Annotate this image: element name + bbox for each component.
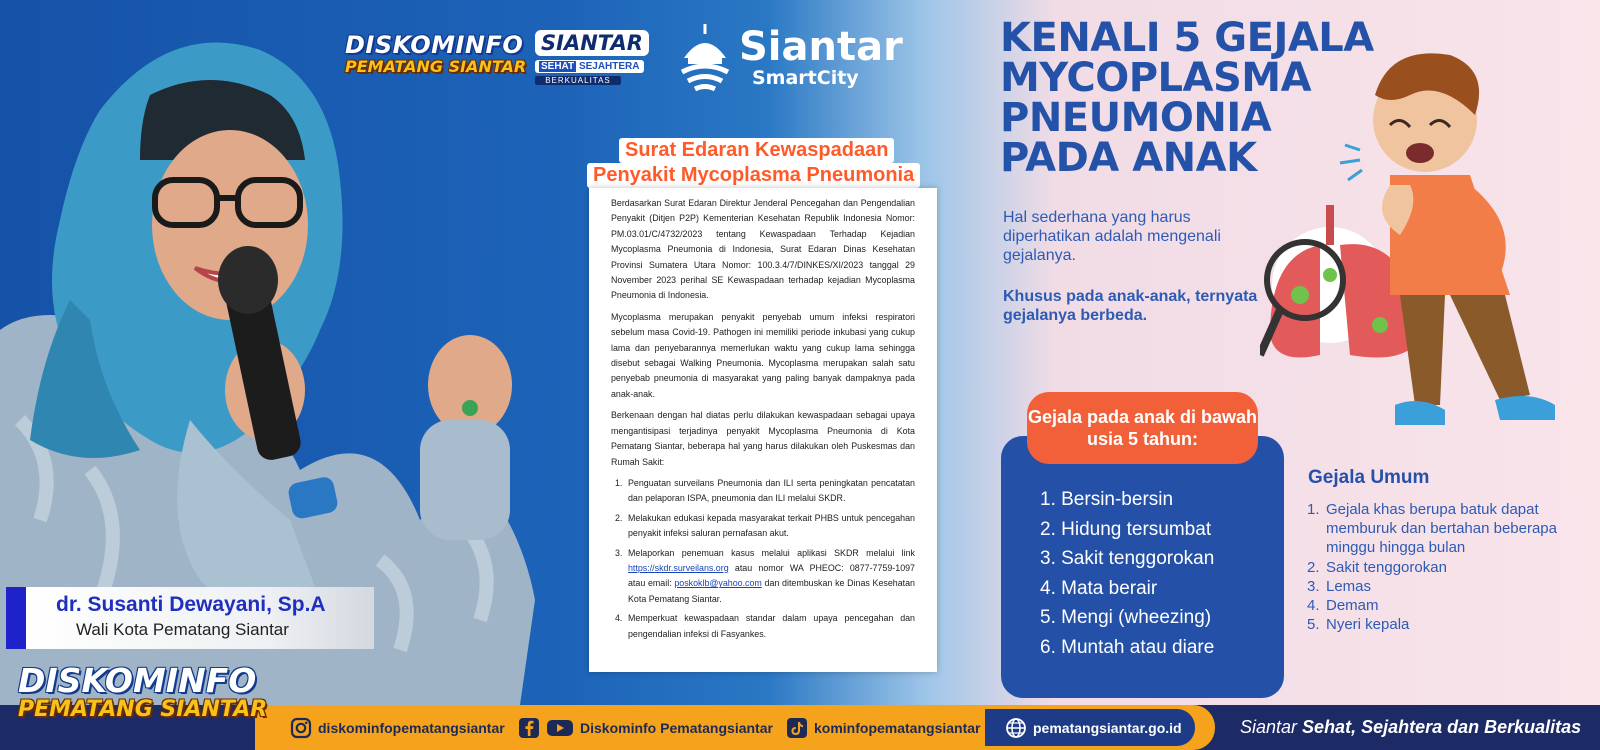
- symptom-item: [1307, 596, 1575, 615]
- coughing-child-illustration: [1260, 35, 1590, 455]
- headline-line: MYCOPLASMA: [1000, 55, 1312, 101]
- document-action-list: [615, 476, 915, 642]
- symptom-item: [1307, 577, 1575, 596]
- under5-symptoms-list: [1040, 489, 1214, 666]
- item-number: 1.: [615, 477, 623, 488]
- diskominfo-logo-subtitle: PEMATANG SIANTAR: [18, 697, 268, 722]
- document-paragraph-3: Berkenaan dengan hal diatas perlu dilakukan kewaspadaan sebagai upaya mengantisipasi terjadinya penyakit Mycoplasma Pneumonia di Kota Pematang Siantar, beberapa hal yang harus dilakukan oleh Puskesmas dan Rumah Sakit:: [611, 410, 915, 467]
- siantar-smartcity-logo: [672, 20, 902, 95]
- diskominfo-logo-subtitle: PEMATANG SIANTAR: [345, 57, 527, 76]
- headline-line: KENALI 5 GEJALA: [1000, 15, 1374, 61]
- instagram-label: diskominfopematangsiantar: [318, 720, 505, 736]
- symptom-item: [1307, 615, 1575, 634]
- email-link[interactable]: poskoklb@yahoo.com: [674, 578, 762, 589]
- intro-text-bold: Khusus pada anak-anak, ternyata gejalanya berbeda.: [1003, 288, 1258, 324]
- slogan-lead: Siantar: [1240, 717, 1298, 737]
- city-slogan: [1240, 717, 1581, 738]
- diskominfo-logo-title: DISKOMINFO: [345, 31, 524, 59]
- symptom-item: 1. Bersin-bersin: [1040, 489, 1174, 510]
- symptom-item: 2. Hidung tersumbat: [1040, 518, 1212, 540]
- website-label: pematangsiantar.go.id: [1033, 719, 1182, 736]
- diskominfo-logo-top: [345, 33, 526, 75]
- website-link[interactable]: [985, 709, 1195, 746]
- document-action-item: [615, 611, 915, 642]
- circular-letter-document: [589, 188, 937, 672]
- symptom-item: 6. Muntah atau diare: [1040, 636, 1215, 658]
- general-symptoms-list: [1307, 500, 1575, 634]
- item-text: Melaporkan penemuan kasus melalui aplikasi SKDR melalui link: [628, 547, 915, 558]
- intro-text: Hal sederhana yang harus diperhatikan adalah mengenali gejalanya.: [1003, 209, 1221, 264]
- item-text: Nyeri kepala: [1326, 616, 1410, 634]
- document-title-line2: Penyakit Mycoplasma Pneumonia: [587, 163, 920, 188]
- item-number: 3.: [615, 547, 623, 558]
- document-paragraph-2: Mycoplasma merupakan penyakit penyebab umum infeksi respiratori sebelum masa Covid-19. Pathogen ini memiliki periode inkubasi yang cukup lama dan penyebarannya memerlukan waktu yang cukup lama sehingga disebut sebagai Walking Pneumonia. Mycoplasma merupakan salah satu penyebab pneumonia di masyarakat yang paling banyak dampaknya pada anak-anak.: [611, 311, 915, 399]
- document-action-item: [615, 511, 915, 542]
- facebook-youtube-handle[interactable]: [518, 717, 773, 739]
- item-text: Gejala khas berupa batuk dapat memburuk dan bertahan beberapa minggu hingga bulan: [1326, 501, 1557, 557]
- item-text: Memperkuat kewaspadaan standar dalam upaya pencegahan dan pengendalian infeksi di Fasyankes.: [628, 613, 915, 639]
- siantar-logo-sehat: SEHAT: [541, 61, 575, 72]
- symptom-item: [1307, 500, 1575, 558]
- instagram-icon: [290, 717, 312, 739]
- skdr-link[interactable]: https://skdr.surveilans.org: [628, 562, 729, 573]
- item-text: Demam: [1326, 597, 1379, 615]
- document-paragraph-1: Berdasarkan Surat Edaran Direktur Jenderal Pencegahan dan Pengendalian Penyakit (Ditjen P2P) Kementerian Kesehatan Republik Indonesia Nomor: PM.03.01/C/4732/2023 tentang Kewaspadaan Terhadap Kejadian Mycoplasma Pneumonia di Indonesia, Surat Edaran Dinas Kesehatan Provinsi Sumatera Utara Nomor: 100.3.4/7/DINKES/XI/2023 tanggal 29 November 2023 perihal SE Kewaspadaan terhadap kejadian Mycoplasma Pneumonia di Indonesia.: [611, 198, 915, 301]
- smartcity-tag: SmartCity: [752, 67, 859, 89]
- under5-symptoms-heading: Gejala pada anak di bawah usia 5 tahun:: [1027, 392, 1258, 464]
- diskominfo-logo-bottom: [18, 661, 268, 722]
- item-number: 4.: [1307, 597, 1320, 615]
- symptom-item: [1307, 558, 1575, 577]
- item-text: dan ditembuskan ke Dinas Kesehatan Kota Pematang Siantar.: [628, 578, 915, 604]
- symptom-item: 5. Mengi (wheezing): [1040, 607, 1212, 628]
- document-title-line1: Surat Edaran Kewaspadaan: [619, 138, 894, 163]
- siantar-sehat-logo: [535, 30, 647, 90]
- siantar-logo-berkualitas: BERKUALITAS: [535, 76, 621, 85]
- item-number: 2.: [615, 512, 623, 523]
- siantar-logo-tagline: [535, 60, 644, 73]
- slogan-rest: Sehat, Sejahtera dan Berkualitas: [1297, 717, 1582, 737]
- item-number: 4.: [615, 613, 623, 624]
- youtube-icon: [546, 717, 574, 739]
- smartcity-dome-icon: [672, 20, 738, 95]
- instagram-handle[interactable]: [290, 717, 505, 739]
- siantar-logo-name: SIANTAR: [535, 30, 649, 56]
- item-text: Lemas: [1326, 577, 1372, 595]
- facebook-icon: [518, 717, 540, 739]
- speaker-caption: [6, 587, 374, 649]
- item-text: Penguatan surveilans Pneumonia dan ILI serta peningkatan pencatatan dan pelaporan ISPA, pneumonia dan ILI melalui SKDR.: [628, 477, 915, 504]
- diskominfo-logo-title: DISKOMINFO: [18, 661, 257, 700]
- globe-icon: [1005, 717, 1027, 739]
- item-number: 3.: [1307, 577, 1320, 595]
- general-symptoms-heading: Gejala Umum: [1308, 467, 1430, 488]
- facebook-youtube-label: Diskominfo Pematangsiantar: [580, 720, 773, 736]
- speaker-name: dr. Susanti Dewayani, Sp.A: [56, 593, 326, 616]
- tiktok-icon: [786, 717, 808, 739]
- smartcity-brand: Siantar: [739, 24, 903, 70]
- item-number: 5.: [1307, 616, 1320, 634]
- item-text: Melakukan edukasi kepada masyarakat terkait PHBS untuk pencegahan penyakit infeksi saluran pernafasan akut.: [628, 512, 915, 539]
- item-number: 2.: [1307, 558, 1320, 576]
- headline-line: PADA ANAK: [1000, 135, 1257, 181]
- symptom-item: 3. Sakit tenggorokan: [1040, 548, 1215, 569]
- item-text: Sakit tenggorokan: [1326, 558, 1447, 576]
- tiktok-label: kominfopematangsiantar: [814, 720, 981, 736]
- document-action-item: [615, 476, 915, 507]
- item-text: atau nomor WA PHEOC: 0877-7759-1097 atau email:: [628, 562, 915, 589]
- tiktok-handle[interactable]: [786, 717, 980, 739]
- siantar-logo-sejahtera: SEJAHTERA: [578, 61, 640, 72]
- speaker-role: Wali Kota Pematang Siantar: [76, 620, 289, 639]
- item-number: 1.: [1307, 501, 1320, 518]
- symptom-item: 4. Mata berair: [1040, 577, 1158, 599]
- headline-line: PNEUMONIA: [1000, 95, 1272, 141]
- document-action-item: [615, 546, 915, 608]
